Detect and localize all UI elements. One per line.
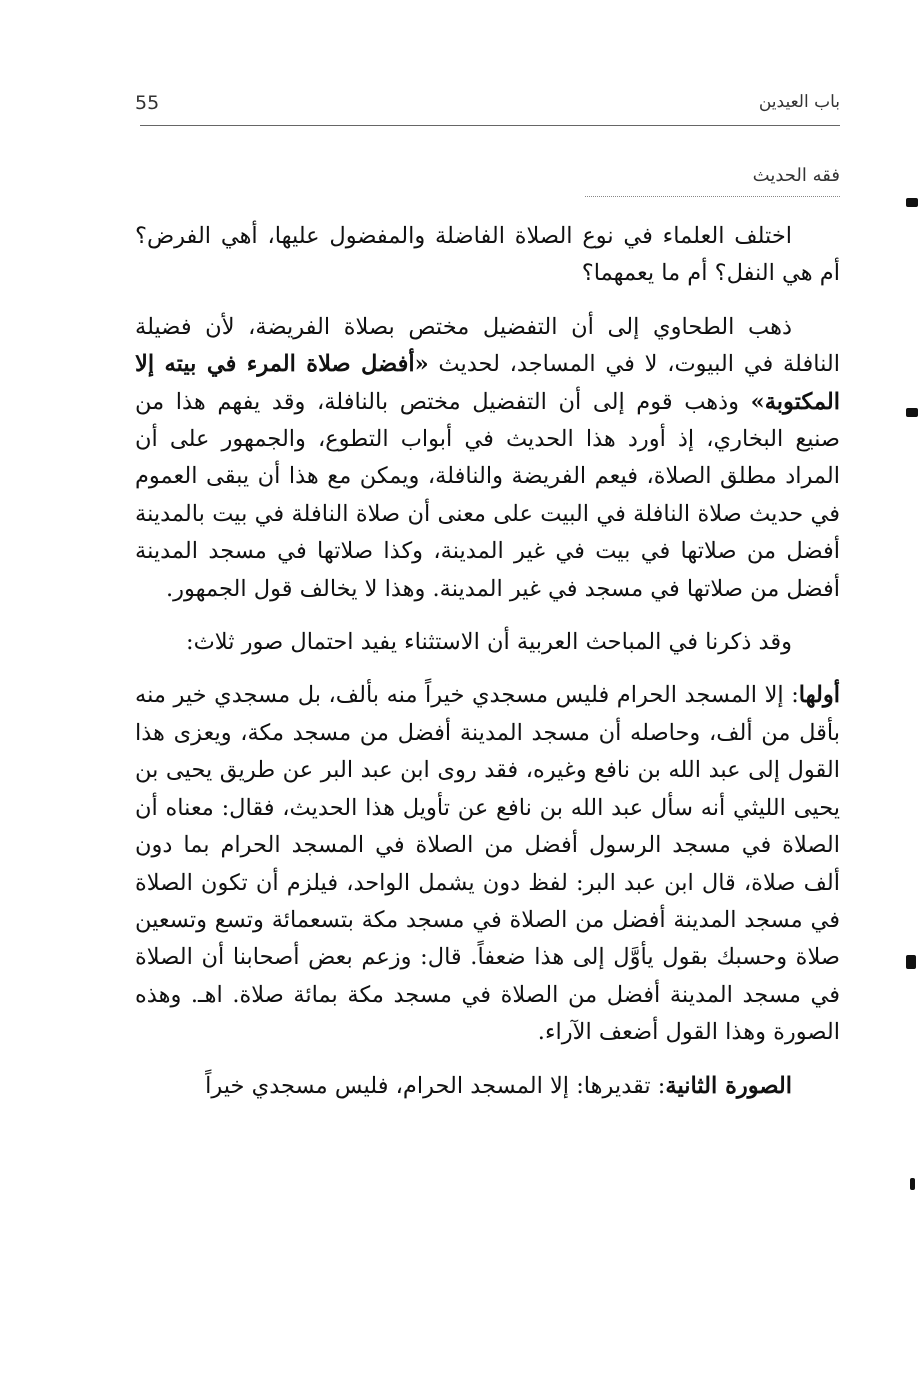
section-divider xyxy=(585,196,840,197)
edge-mark-4 xyxy=(910,1178,915,1190)
paragraph-5 xyxy=(135,1068,840,1105)
paragraph-5-text: : تقديرها: إلا المسجد الحرام، فليس مسجدي خيراً xyxy=(205,1072,666,1099)
paragraph-2-text-b: وذهب قوم إلى أن التفضيل مختص بالنافلة، وقد يفهم هذا من صنيع البخاري، إذ أورد هذا الحديث في أبواب التطوع، والجمهور على أن المراد مطلق الصلاة، فيعم الفريضة والنافلة، ويمكن مع هذا أن يبقى العموم في حديث صلاة النافلة في البيت على معنى أن صلاة النافلة في بيت بالمدينة أفضل من صلاتها في بيت في غير المدينة، وكذا صلاتها في مسجد المدينة أفضل من صلاتها في مسجد في غير المدينة. وهذا لا يخالف قول الجمهور. xyxy=(135,388,840,602)
page-header xyxy=(135,92,840,122)
edge-mark-1 xyxy=(906,198,918,207)
edge-mark-2 xyxy=(906,408,918,417)
paragraph-3: وقد ذكرنا في المباحث العربية أن الاستثناء يفيد احتمال صور ثلاث: xyxy=(186,629,792,656)
paragraph-4-lead: أولها xyxy=(798,682,840,709)
paragraph-2 xyxy=(135,309,840,608)
paragraph-4 xyxy=(135,677,840,1051)
header-divider xyxy=(140,125,840,126)
running-title: باب العيدين xyxy=(758,92,840,112)
paragraph-1: اختلف العلماء في نوع الصلاة الفاضلة والمفضول عليها، أهي الفرض؟ أم هي النفل؟ أم ما يعمهما؟ xyxy=(135,223,840,287)
section-heading: فقه الحديث xyxy=(752,165,840,186)
edge-mark-3 xyxy=(906,955,916,969)
paragraph-4-text: : إلا المسجد الحرام فليس مسجدي خيراً منه بألف، بل مسجدي خير منه بأقل من ألف، وحاصله أن مسجد المدينة أفضل من مسجد مكة، ويعزى هذا القول إلى عبد الله بن نافع وغيره، فقد روى ابن عبد البر عن طريق يحيى بن يحيى الليثي أنه سأل عبد الله بن نافع عن تأويل هذا الحديث، فقال: معناه أن الصلاة في مسجد الرسول أفضل من الصلاة في المسجد الحرام بما دون ألف صلاة، قال ابن عبد البر: لفظ دون يشمل الواحد، فيلزم أن تكون الصلاة في مسجد المدينة أفضل من الصلاة في مسجد مكة بتسعمائة وتسع وتسعين صلاة وحسبك بقول يأوَّل إلى هذا ضعفاً. قال: وزعم بعض أصحابنا أن الصلاة في مسجد المدينة أفضل من الصلاة في مسجد مكة بمائة صلاة. اهـ. وهذه الصورة وهذا القول أضعف الآراء. xyxy=(135,682,840,1046)
paragraph-5-lead: الصورة الثانية xyxy=(665,1072,792,1099)
paragraph-2-text-a: ذهب الطحاوي إلى أن التفضيل مختص بصلاة الفريضة، لأن فضيلة النافلة في البيوت، لا في المساجد، لحديث xyxy=(135,313,840,378)
page-number: 55 xyxy=(135,92,160,114)
body-text xyxy=(135,218,840,1121)
hadith-quote: «أفضل صلاة المرء في بيته إلا المكتوبة» xyxy=(135,351,840,415)
